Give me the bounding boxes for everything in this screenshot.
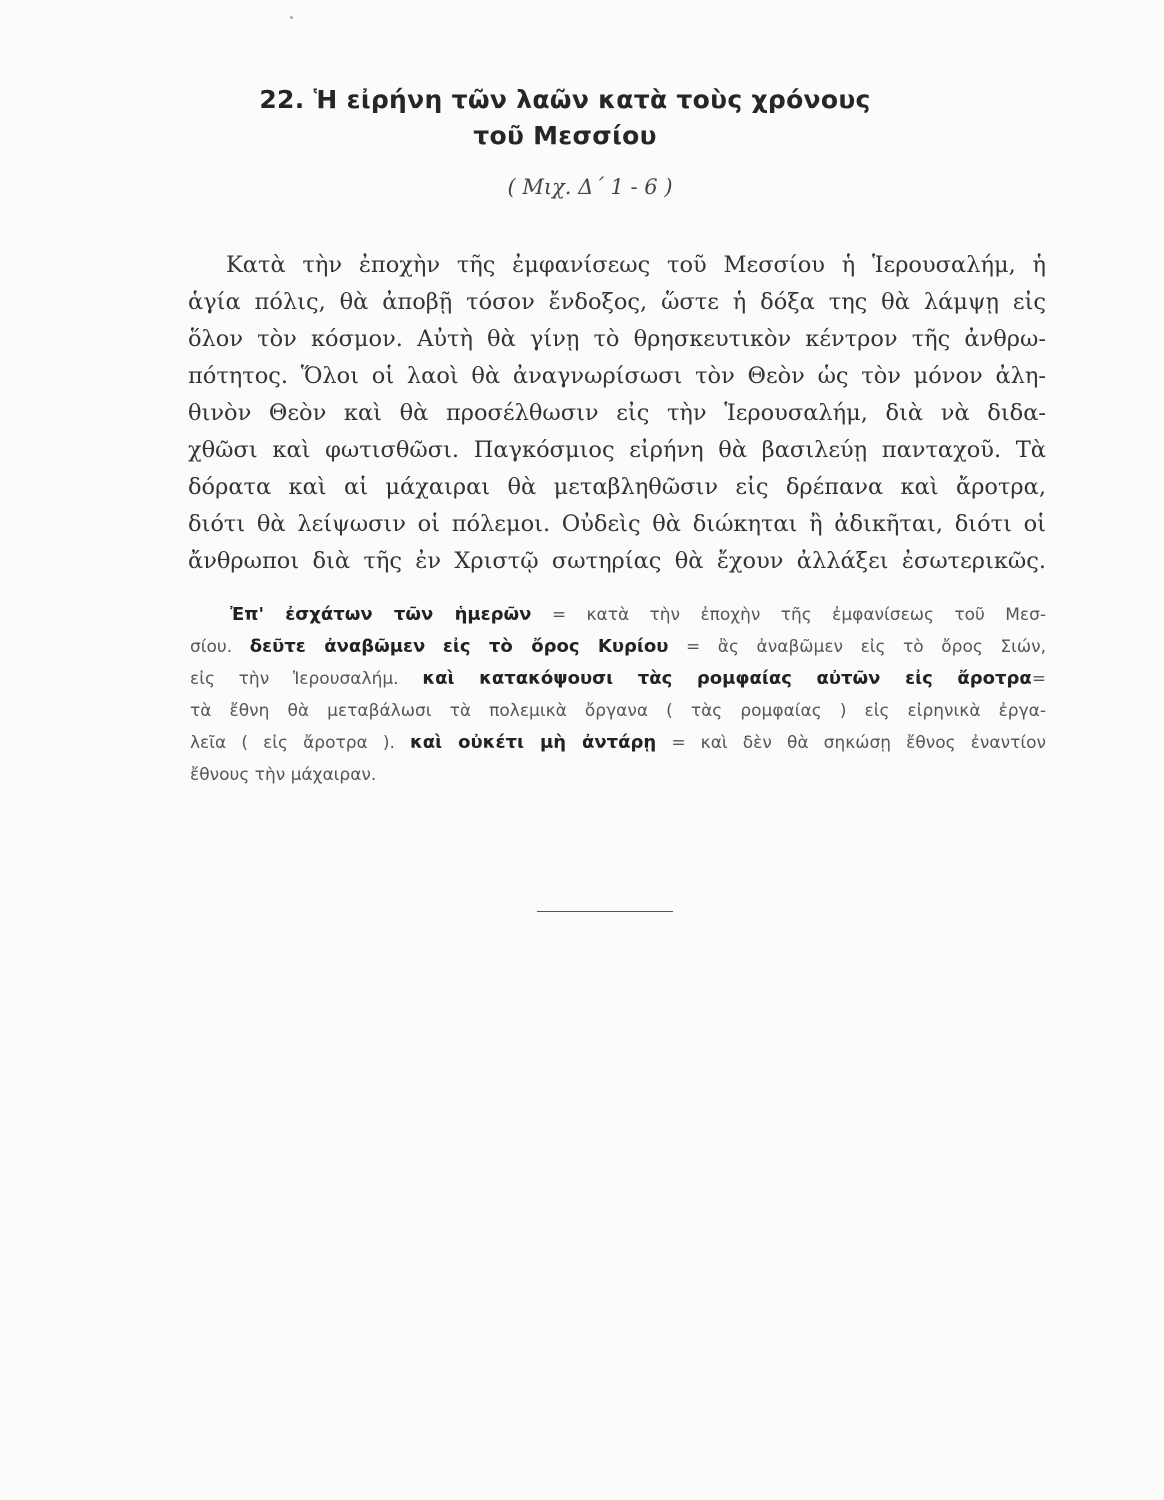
note-term: δεῦτε ἀναβῶμεν [249,636,426,657]
heading-line-1: 22. Ἡ εἰρήνη τῶν λαῶν κατὰ τοὺς χρόνους [259,85,871,114]
note-definition: = [1031,669,1046,689]
note-definition: τὰ ἔθνη θὰ μεταβάλωσι τὰ πολεμικὰ ὄργανα ( τὰς ρομφαίας ) εἰς εἰρηνικὰ ἐργα- [190,701,1046,721]
glossary-notes [190,599,1046,791]
note-term: Ἐπ' ἐσχάτων τῶν ἡμερῶν [230,604,532,625]
note-definition: = κατὰ τὴν ἐποχὴν τῆς ἐμφανίσεως τοῦ Μεσ- [551,605,1047,625]
note-definition: = ἂς ἀναβῶμεν εἰς τὸ ὄρος Σιών, [686,637,1047,657]
note-definition: εἰς τὴν Ἱερουσαλήμ. [190,669,399,689]
note-line-4 [190,695,1046,727]
note-line-5 [190,727,1046,759]
paragraph-line: ὅλον τὸν κόσμον. Αὐτὴ θὰ γίνῃ τὸ θρησκευτικὸν κέντρον τῆς ἀνθρω- [188,326,1046,352]
note-line-1 [190,599,1046,631]
note-definition: λεῖα ( εἰς ἄροτρα ). [190,733,395,753]
note-definition: ἔθνους τὴν μάχαιραν. [190,765,377,785]
note-term: εἰς τὸ ὄρος Κυρίου [442,636,669,657]
paragraph-line: διότι θὰ λείψωσιν οἱ πόλεμοι. Οὐδεὶς θὰ διώκηται ἢ ἀδικῆται, διότι οἱ [188,511,1046,537]
paragraph-line: πότητος. Ὅλοι οἱ λαοὶ θὰ ἀναγνωρίσωσι τὸν Θεὸν ὡς τὸν μόνον ἀλη- [188,363,1046,389]
section-divider [537,911,673,912]
note-line-2 [190,631,1046,663]
note-line-6 [190,759,1046,791]
note-definition: σίου. [190,637,233,657]
paragraph-line: δόρατα καὶ αἱ μάχαιραι θὰ μεταβληθῶσιν εἰς δρέπανα καὶ ἄροτρα, [188,474,1046,500]
paragraph-line: χθῶσι καὶ φωτισθῶσι. Παγκόσμιος εἰρήνη θὰ βασιλεύῃ πανταχοῦ. Τὰ [188,437,1046,463]
paragraph-line: ἁγία πόλις, θὰ ἀποβῇ τόσον ἔνδοξος, ὥστε ἡ δόξα της θὰ λάμψῃ εἰς [188,289,1046,315]
section-heading [190,82,1050,154]
note-term: καὶ κατακόψουσι τὰς ρομφαίας αὐτῶν εἰς ἄροτρα [422,668,1032,689]
main-paragraph [188,247,1046,580]
note-definition: = καὶ δὲν θὰ σηκώσῃ ἔθνος ἐναντίον [671,733,1047,753]
note-line-3 [190,663,1046,695]
heading-line-2: τοῦ Μεσσίου [473,121,657,150]
paragraph-line: ἄνθρωποι διὰ τῆς ἐν Χριστῷ σωτηρίας θὰ ἔχουν ἀλλάξει ἐσωτερικῶς. [188,548,1046,574]
paragraph-line: θινὸν Θεὸν καὶ θὰ προσέλθωσιν εἰς τὴν Ἱερουσαλήμ, διὰ νὰ διδα- [188,400,1046,426]
scan-speck [290,16,293,19]
note-term: καὶ οὐκέτι μὴ ἀντάρῃ [410,732,657,753]
paragraph-line: Κατὰ τὴν ἐποχὴν τῆς ἐμφανίσεως τοῦ Μεσσίου ἡ Ἱερουσαλήμ, ἡ [226,252,1046,278]
scripture-reference: ( Μιχ. Δ΄ 1 - 6 ) [507,175,673,199]
